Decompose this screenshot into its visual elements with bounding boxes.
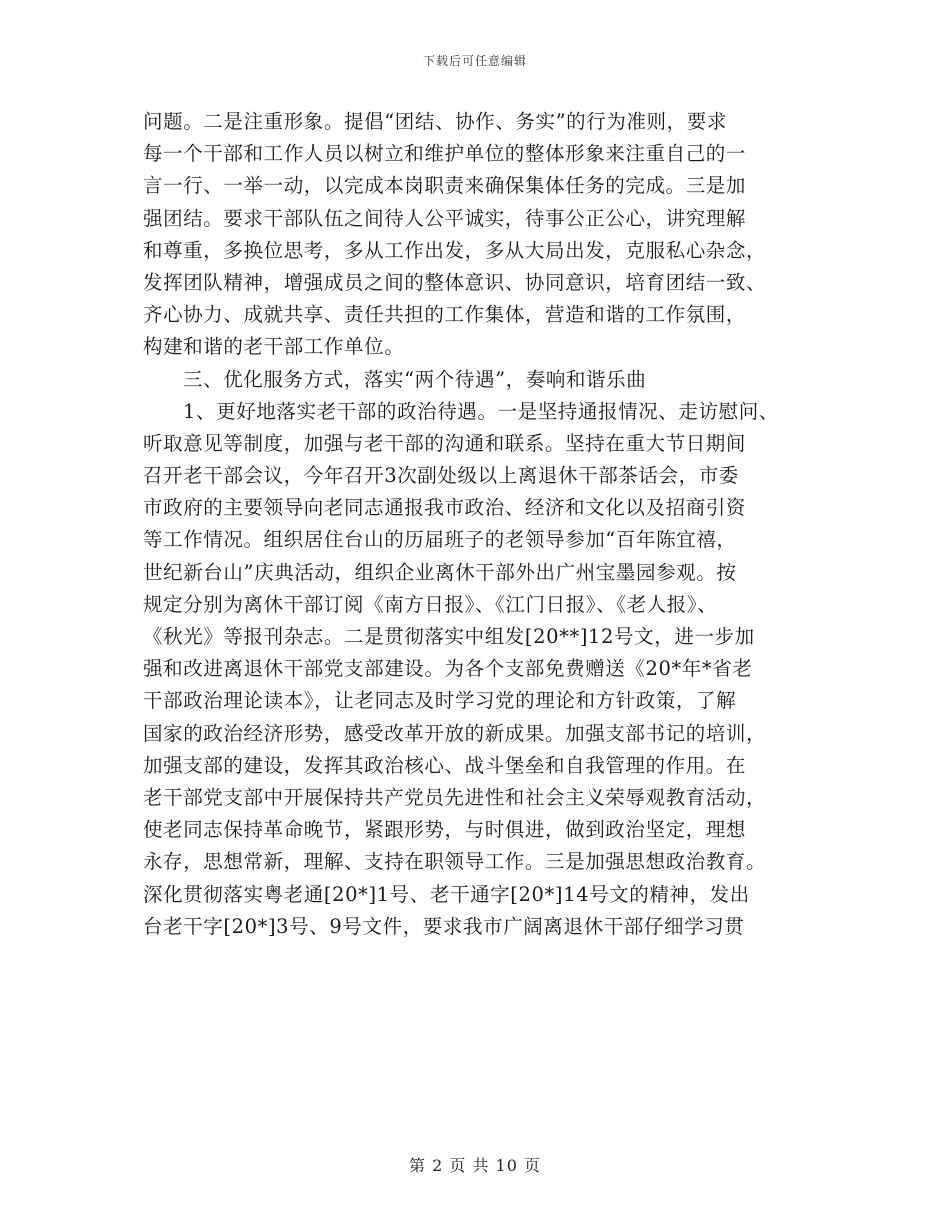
body-line: 台老干字[20*]3号、9号文件，要求我市广阔离退休干部仔细学习贯 [143, 914, 745, 938]
body-line: 发挥团队精神，增强成员之间的整体意识、协同意识，培育团结一致、 [143, 270, 767, 294]
page-header-note: 下载后可任意编辑 [422, 54, 527, 68]
body-line: 老干部党支部中开展保持共产党员先进性和社会主义荣辱观教育活动， [143, 785, 767, 809]
body-line: 1、更好地落实老干部的政治待遇。一是坚持通报情况、走访慰问、 [183, 399, 779, 423]
body-line: 国家的政治经济形势，感受改革开放的新成果。加强支部书记的培训， [143, 721, 767, 745]
body-line: 深化贯彻落实粤老通[20*]1号、老干通字[20*]14号文的精神，发出 [143, 882, 750, 906]
body-line: 使老同志保持革命晚节，紧跟形势，与时俱进，做到政治坚定，理想 [143, 818, 747, 842]
body-line: 召开老干部会议，今年召开3次副处级以上离退休干部茶话会，市委 [143, 464, 739, 488]
section-heading: 三、优化服务方式，落实“两个待遇”，奏响和谐乐曲 [183, 367, 647, 391]
body-line: 市政府的主要领导向老同志通报我市政治、经济和文化以及招商引资 [143, 496, 747, 520]
body-line: 加强支部的建设，发挥其政治核心、战斗堡垒和自我管理的作用。在 [143, 753, 747, 777]
body-line: 问题。二是注重形象。提倡“团结、协作、务实”的行为准则，要求 [143, 110, 727, 133]
body-line: 干部政治理论读本》，让老同志及时学习党的理论和方针政策，了解 [143, 689, 737, 713]
body-line: 齐心协力、成就共享、责任共担的工作集体，营造和谐的工作氛围， [143, 303, 747, 327]
body-line: 《秋光》等报刊杂志。二是贯彻落实中组发[20**]12号文，进一步加 [143, 625, 755, 648]
body-line: 永存，思想常新，理解、支持在职领导工作。三是加强思想政治教育。 [143, 850, 767, 874]
page-number: 第 2 页 共 10 页 [409, 1156, 541, 1175]
body-line: 规定分别为离休干部订阅《南方日报》、《江门日报》、《老人报》、 [143, 592, 718, 616]
body-line: 每一个干部和工作人员以树立和维护单位的整体形象来注重自己的一 [143, 142, 747, 166]
document-body [143, 106, 823, 943]
body-line: 听取意见等制度，加强与老干部的沟通和联系。坚持在重大节日期间 [143, 431, 747, 455]
body-line: 构建和谐的老干部工作单位。 [143, 335, 405, 359]
body-line: 强团结。要求干部队伍之间待人公平诚实，待事公正公心，讲究理解 [143, 206, 747, 230]
body-line: 言一行、一举一动，以完成本岗职责来确保集体任务的完成。三是加 [143, 174, 747, 198]
body-line: 强和改进离退休干部党支部建设。为各个支部免费赠送《20*年*省老 [143, 657, 753, 681]
body-line: 和尊重，多换位思考，多从工作出发，多从大局出发，克服私心杂念， [143, 238, 767, 262]
body-line: 世纪新台山”庆典活动，组织企业离休干部外出广州宝墨园参观。按 [143, 560, 737, 584]
body-line: 等工作情况。组织居住台山的历届班子的老领导参加“百年陈宜禧， [143, 528, 737, 552]
